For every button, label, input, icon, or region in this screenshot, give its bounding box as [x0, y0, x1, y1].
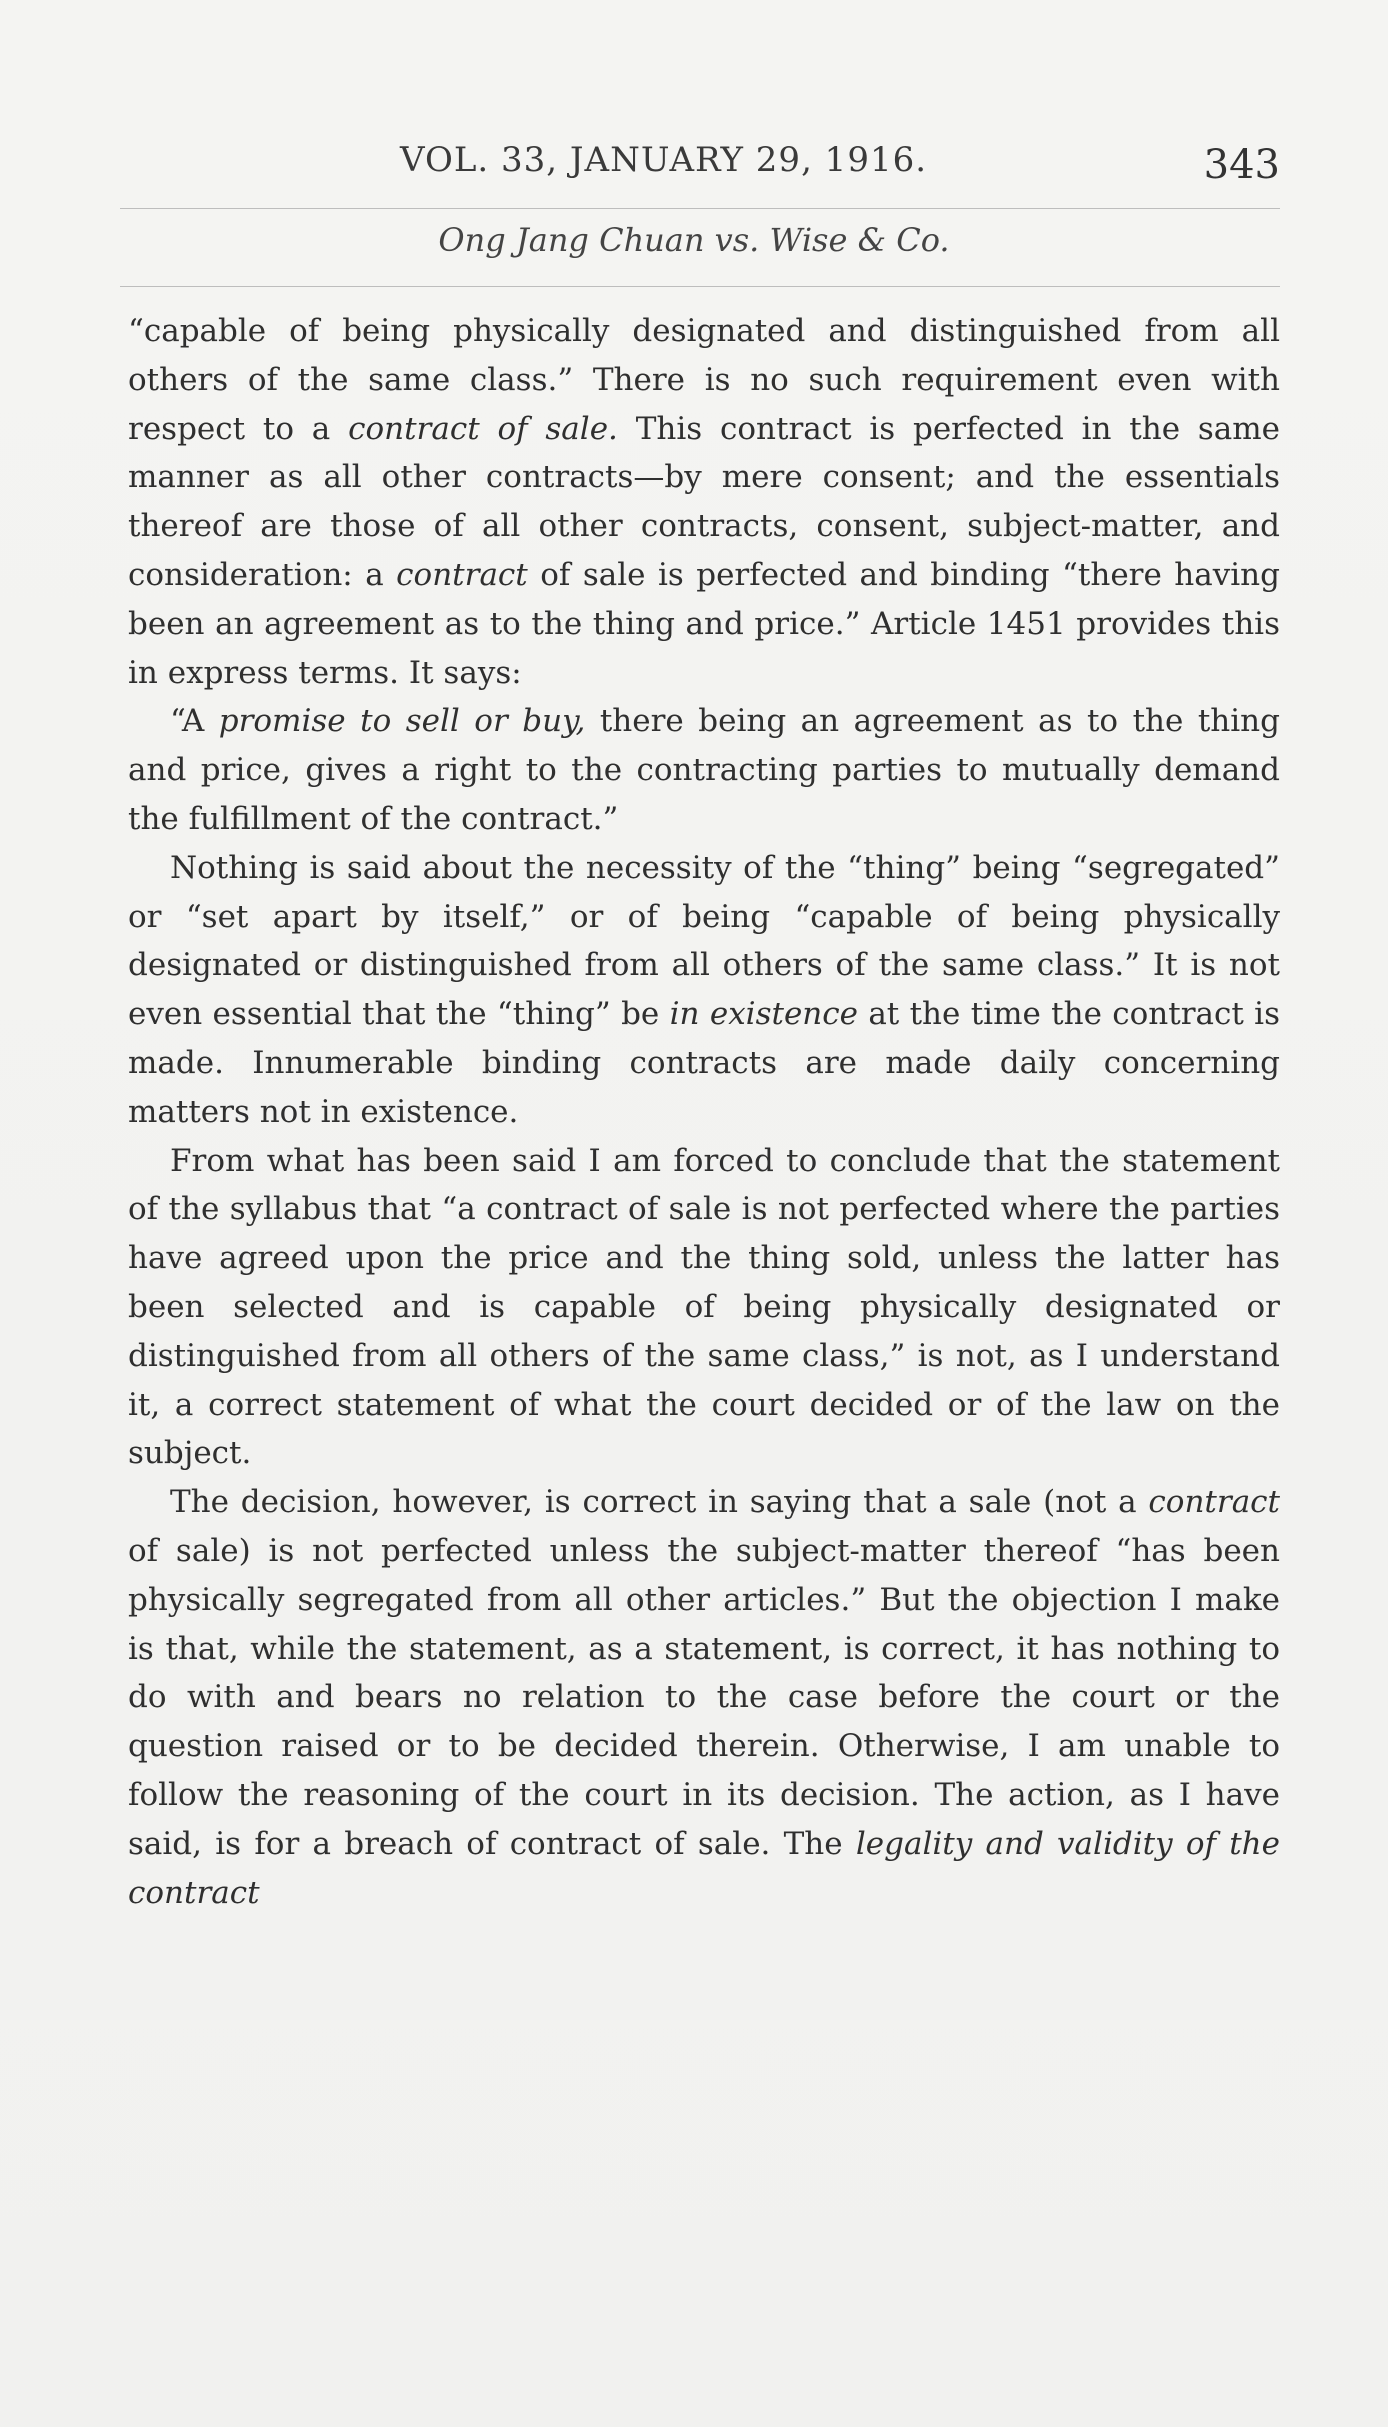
header-rule-top: [120, 208, 1280, 209]
paragraph-2: [128, 844, 1280, 1137]
paragraph-4-italic-2: legality and validity of the contract: [128, 1825, 1280, 1911]
paragraph-4-text-2: of sale) is not perfected unless the subject-matter thereof “has been physically segregated from all other articles.” But the objection I make is that, while the statement, as a statement, is correct, it has nothing to do with and bears no relation to the case before the court or the question raised or to be decided therein. Otherwise, I am unable to follow the reasoning of the court in its decision. The action, as I have said, is for a breach of contract of sale. The: [128, 1532, 1280, 1862]
paragraph-1-text-1: “capable of being physically designated and distinguished from all others of the same class.” There is no such requirement even with respect to a: [128, 313, 1280, 447]
quote-text-1: “A: [170, 703, 219, 740]
body-text: [128, 307, 1280, 1917]
paragraph-4-italic-1: contract: [1148, 1484, 1280, 1521]
paragraph-2-text-1: Nothing is said about the necessity of the “thing” being “segregated” or “set apart by itself,” or of being “capable of being physically designated or distinguished from all others of the same class.” It is not even essential that the “thing” be: [128, 849, 1280, 1033]
paragraph-4: [128, 1478, 1280, 1917]
paragraph-3: [128, 1137, 1280, 1479]
paragraph-1-italic-1: contract of sale.: [348, 410, 618, 447]
quote-italic-1: promise to sell or buy,: [218, 703, 586, 740]
paragraph-1: [128, 307, 1280, 697]
paragraph-1-text-3: of sale is perfected and binding “there having been an agreement as to the thing and price.” Article 1451 provides this in express terms. It says:: [128, 556, 1280, 691]
page-header: [120, 130, 1280, 200]
running-head: VOL. 33, JANUARY 29, 1916.: [400, 140, 928, 180]
paragraph-1-text-2: This contract is perfected in the same manner as all other contracts—by mere consent; and the essentials thereof are those of all other contracts, consent, subject-matter, and consideration: a: [128, 410, 1281, 593]
paragraph-2-italic-1: in existence: [669, 996, 858, 1033]
paragraph-4-text-1: The decision, however, is correct in saying that a sale (not a: [170, 1484, 1149, 1521]
paragraph-1-italic-2: contract: [396, 556, 528, 593]
header-rule-bottom: [120, 286, 1280, 287]
case-title: Ong Jang Chuan vs. Wise & Co.: [438, 221, 950, 259]
paragraph-3-text-1: From what has been said I am forced to conclude that the statement of the syllabus that “a contract of sale is not perfected where the parties have agreed upon the price and the thing sold, unless the latter has been selected and is capable of being physically designated or distinguished from all others of the same class,” is not, as I understand it, a correct statement of what the court decided or of the law on the subject.: [128, 1142, 1280, 1472]
quote-text-2: there being an agreement as to the thing and price, gives a right to the contracting parties to mutually demand the fulfillment of the contract.”: [128, 703, 1280, 837]
page-number: 343: [1203, 142, 1280, 188]
quoted-article-1451: [128, 697, 1280, 843]
paragraph-2-text-2: at the time the contract is made. Innumerable binding contracts are made daily concerning matters not in existence.: [128, 996, 1281, 1130]
